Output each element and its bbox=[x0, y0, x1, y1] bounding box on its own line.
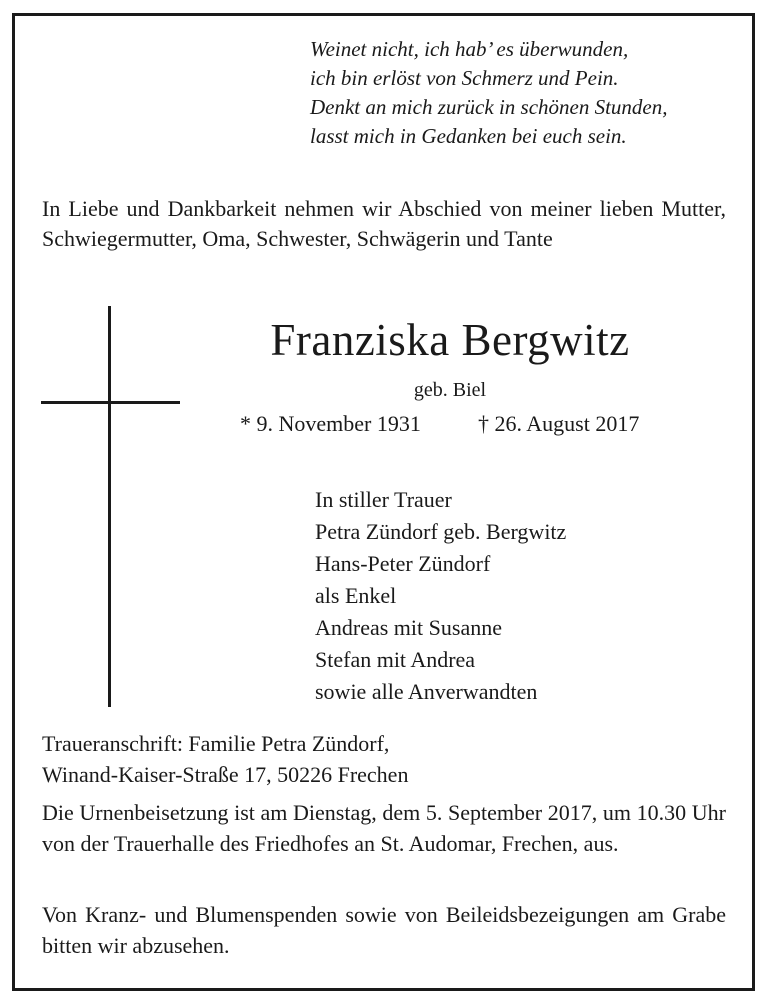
poem-line: Denkt an mich zurück in schönen Stunden, bbox=[310, 95, 668, 119]
mourner-line: Petra Zündorf geb. Bergwitz bbox=[315, 519, 567, 544]
mourner-line: Stefan mit Andrea bbox=[315, 647, 476, 672]
address-line-2: Winand-Kaiser-Straße 17, 50226 Frechen bbox=[42, 762, 409, 787]
intro-text: In Liebe und Dankbarkeit nehmen wir Abschied von meiner lieben Mutter, Schwiegermutter, Oma, Schwester, Schwägerin und Tante bbox=[42, 196, 726, 251]
poem-line: lasst mich in Gedanken bei euch sein. bbox=[310, 124, 627, 148]
poem-line: ich bin erlöst von Schmerz und Pein. bbox=[310, 66, 619, 90]
poem-line: Weinet nicht, ich hab’ es überwunden, bbox=[310, 37, 629, 61]
maiden-name: geb. Biel bbox=[413, 379, 487, 401]
mourner-line: als Enkel bbox=[315, 583, 397, 608]
address-line-1: Traueranschrift: Familie Petra Zündorf, bbox=[42, 731, 390, 756]
mourners-list bbox=[315, 484, 735, 708]
cross-icon-bar bbox=[41, 401, 180, 404]
birth-date: * 9. November 1931 bbox=[240, 411, 421, 436]
burial-notice: Die Urnenbeisetzung ist am Dienstag, dem 5. September 2017, um 10.30 Uhr von der Trauerhalle des Friedhofes an St. Audomar, Frechen, aus. bbox=[42, 800, 726, 856]
deceased-name: Franziska Bergwitz bbox=[270, 315, 630, 365]
mourner-line: Andreas mit Susanne bbox=[315, 615, 502, 640]
cross-icon bbox=[108, 306, 111, 707]
mourner-line: Hans-Peter Zündorf bbox=[315, 551, 491, 576]
mourning-address bbox=[42, 728, 726, 790]
poem bbox=[310, 35, 730, 151]
donation-notice: Von Kranz- und Blumenspenden sowie von Beileidsbezeigungen am Grabe bitten wir abzusehen. bbox=[42, 902, 726, 958]
death-date: † 26. August 2017 bbox=[478, 411, 640, 436]
mourner-line: sowie alle Anverwandten bbox=[315, 679, 538, 704]
mourner-line: In stiller Trauer bbox=[315, 487, 452, 512]
